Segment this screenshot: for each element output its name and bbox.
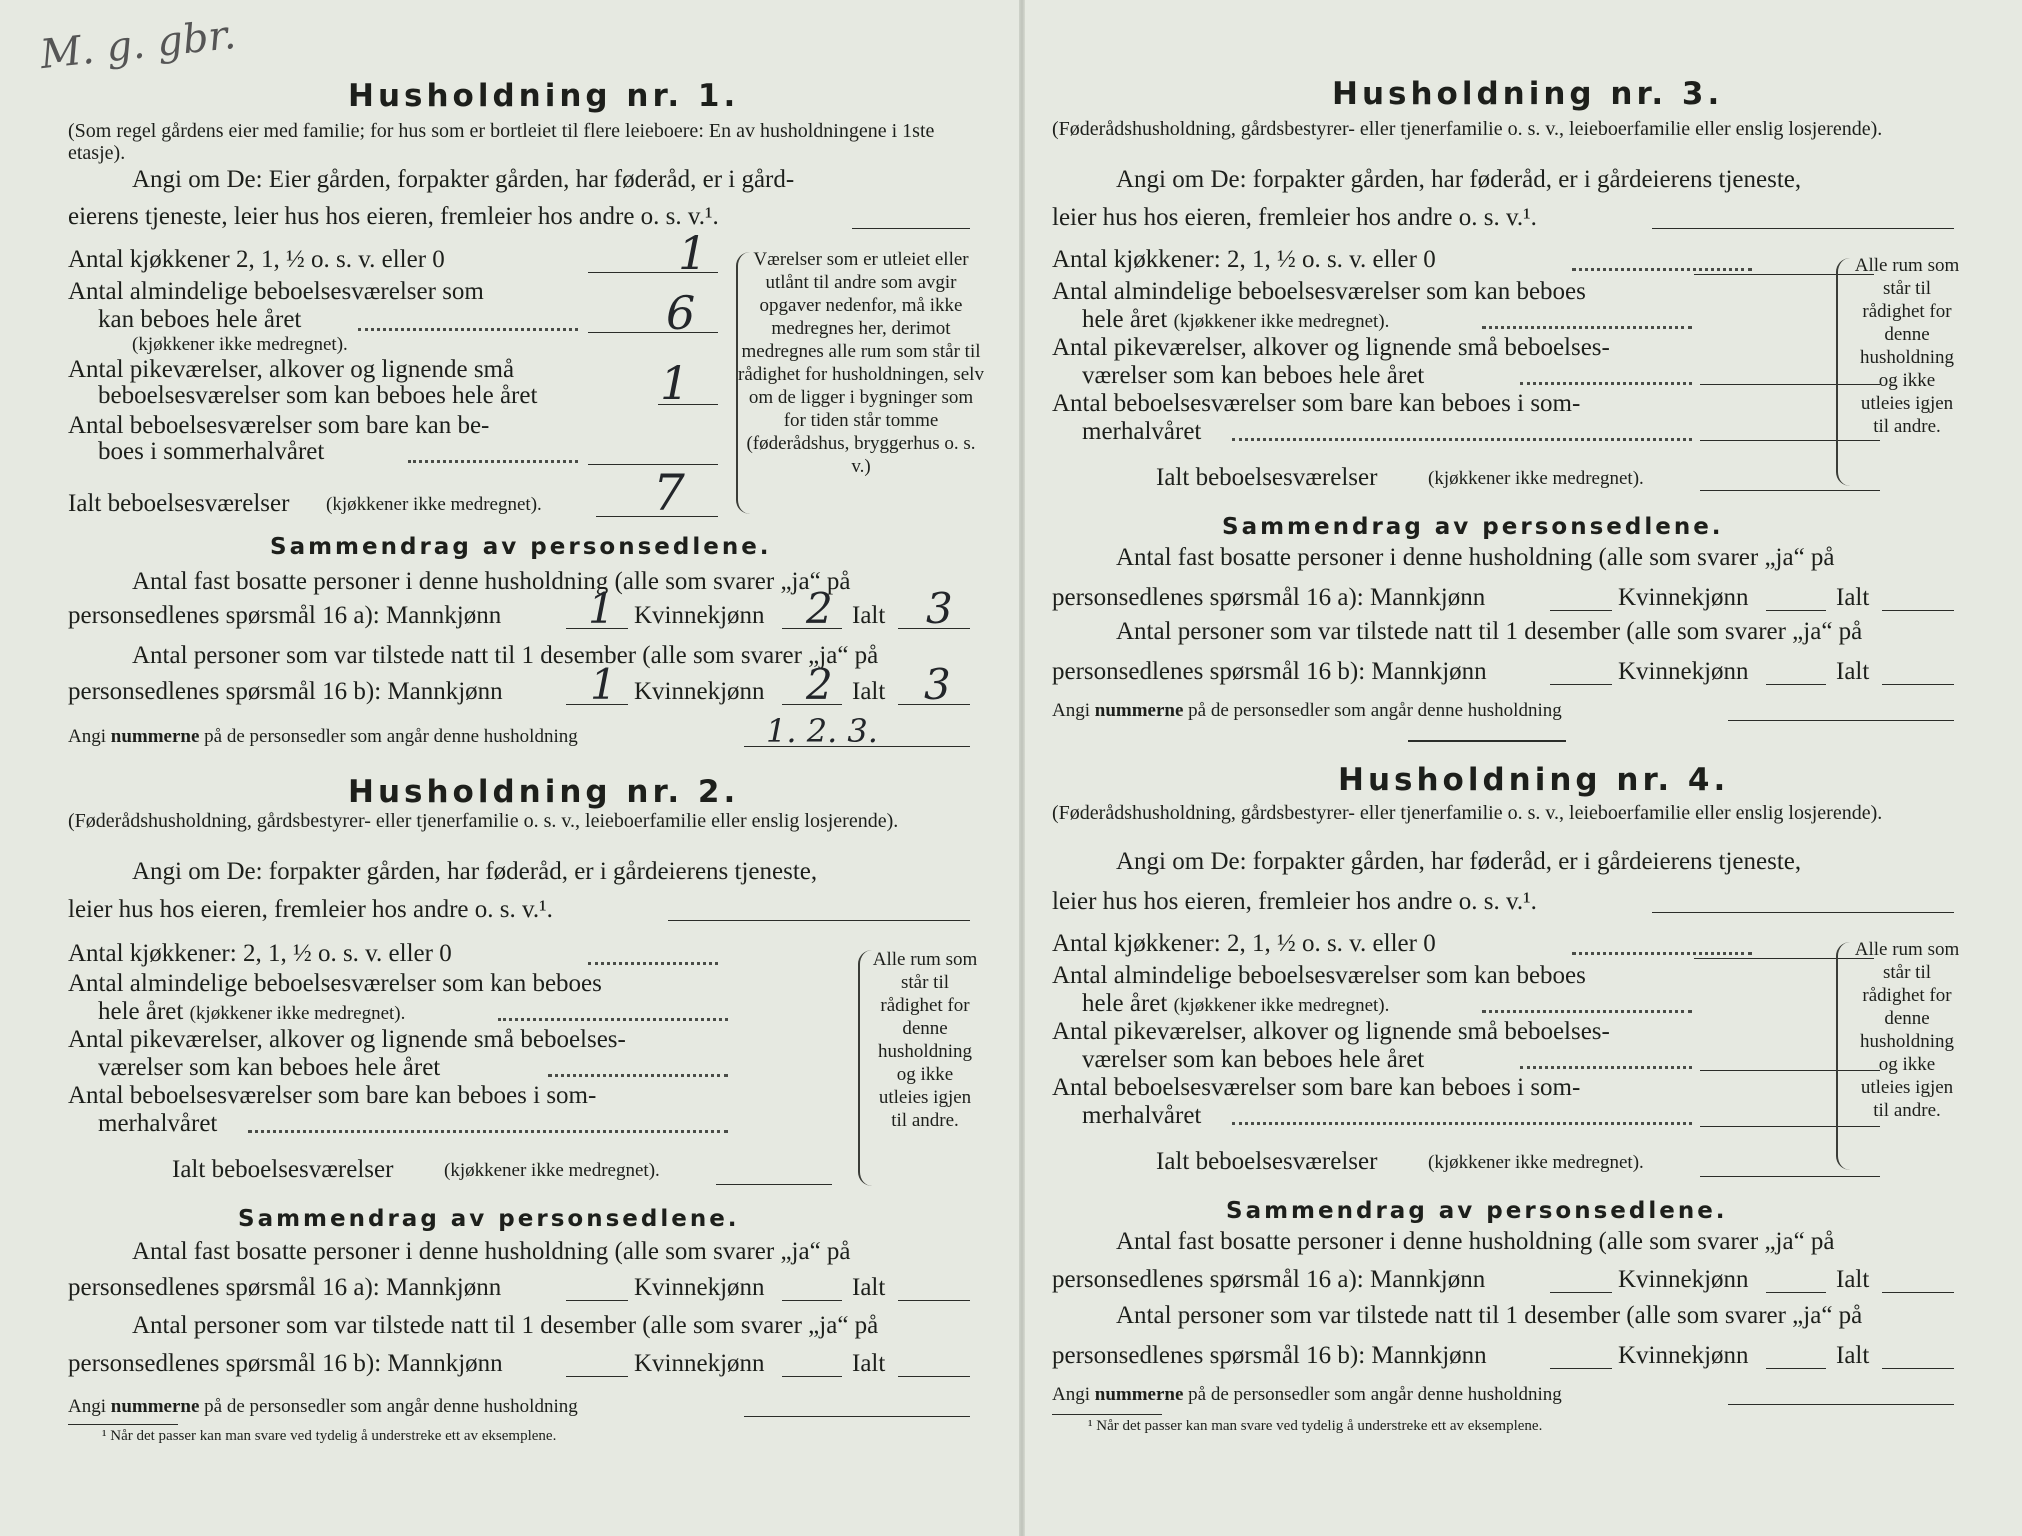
- h1-alm-dots: [358, 328, 578, 331]
- h4-fast-kvinne-label: Kvinnekjønn: [1618, 1266, 1749, 1293]
- h4-til-ialt-label: Ialt: [1836, 1342, 1870, 1369]
- h2-fast-ialt-field[interactable]: [898, 1300, 970, 1301]
- h4-kjokkener-dots: [1572, 952, 1752, 955]
- h2-pike-dots: [548, 1074, 728, 1077]
- h1-til-line-2: personsedlenes spørsmål 16 b): Mannkjønn: [68, 678, 503, 705]
- h4-til-kvinne-label: Kvinnekjønn: [1618, 1342, 1749, 1369]
- h4-fast-line-1: Antal fast bosatte personer i denne husholdning (alle som svarer „ja“ på: [1116, 1228, 1835, 1255]
- h1-fast-ialt-label: Ialt: [852, 602, 886, 629]
- household-4-subtitle: (Føderådshusholdning, gårdsbestyrer- eller tjenerfamilie o. s. v., leieboerfamilie eller enslig losjerende).: [1052, 802, 1883, 824]
- h4-pike-line-2: værelser som kan beboes hele året: [1082, 1046, 1425, 1073]
- h3-til-kvinne-label: Kvinnekjønn: [1618, 658, 1749, 685]
- h3-sammendrag-title: Sammendrag av personsedlene.: [1222, 514, 1724, 540]
- h3-pike-line-2: værelser som kan beboes hele året: [1082, 362, 1425, 389]
- footnote-rule-right: [1052, 1414, 1162, 1415]
- h3-nummerne-field[interactable]: [1728, 720, 1954, 721]
- h4-sommer-field[interactable]: [1700, 1126, 1880, 1127]
- h1-til-line-1: Antal personer som var tilstede natt til 1 desember (alle som svarer „ja“ på: [132, 642, 879, 669]
- h2-side-note: Alle rum som står til rådighet for denne husholdning og ikke utleies igjen til andre.: [872, 949, 978, 1131]
- h4-ialt-field[interactable]: [1700, 1176, 1880, 1177]
- page-fold: [1019, 0, 1025, 1536]
- h3-kjokkener-dots: [1572, 268, 1752, 271]
- h4-ialt-label: Ialt beboelsesværelser: [1156, 1148, 1378, 1175]
- h4-sommer-line-2: merhalvåret: [1082, 1102, 1202, 1129]
- h3-fast-kvinne-label: Kvinnekjønn: [1618, 584, 1749, 611]
- h1-alm-value: 6: [666, 286, 696, 340]
- h1-fast-ialt-value: 3: [926, 584, 953, 633]
- household-1-title: Husholdning nr. 1.: [348, 78, 740, 114]
- h2-sommer-dots: [248, 1130, 728, 1133]
- h3-sommer-line-2: merhalvåret: [1082, 418, 1202, 445]
- household-separator: [1408, 740, 1566, 742]
- h4-alm-line-1: Antal almindelige beboelsesværelser som kan beboes: [1052, 962, 1586, 989]
- h2-sommer-line-1: Antal beboelsesværelser som bare kan beboes i som-: [68, 1082, 597, 1109]
- h2-fast-ialt-label: Ialt: [852, 1274, 886, 1301]
- h4-til-mann-field[interactable]: [1550, 1368, 1612, 1369]
- h4-nummerne-line: Angi nummerne på de personsedler som angår denne husholdning: [1052, 1384, 1562, 1405]
- h1-fast-mann-value: 1: [588, 584, 615, 633]
- h3-pike-dots: [1520, 382, 1692, 385]
- h3-alm-line-1: Antal almindelige beboelsesværelser som kan beboes: [1052, 278, 1586, 305]
- h4-til-line-1: Antal personer som var tilstede natt til 1 desember (alle som svarer „ja“ på: [1116, 1302, 1863, 1329]
- h4-pike-line-1: Antal pikeværelser, alkover og lignende små beboelses-: [1052, 1018, 1610, 1045]
- h4-fast-ialt-field[interactable]: [1882, 1292, 1954, 1293]
- h3-til-kvinne-field[interactable]: [1766, 684, 1826, 685]
- h3-nummerne-line: Angi nummerne på de personsedler som angår denne husholdning: [1052, 700, 1562, 721]
- h3-til-line-2: personsedlenes spørsmål 16 b): Mannkjønn: [1052, 658, 1487, 685]
- h1-angi-fill[interactable]: [852, 228, 970, 229]
- h3-ialt-note: (kjøkkener ikke medregnet).: [1428, 468, 1644, 489]
- h2-alm-line-2: hele året (kjøkkener ikke medregnet).: [98, 998, 406, 1025]
- h2-ialt-field[interactable]: [716, 1184, 832, 1185]
- h3-til-line-1: Antal personer som var tilstede natt til 1 desember (alle som svarer „ja“ på: [1116, 618, 1863, 645]
- h2-til-mann-field[interactable]: [566, 1376, 628, 1377]
- h4-angi-line-1: Angi om De: forpakter gården, har føderåd, er i gårdeierens tjeneste,: [1116, 848, 1802, 875]
- h2-sommer-line-2: merhalvåret: [98, 1110, 218, 1137]
- h2-fast-kvinne-label: Kvinnekjønn: [634, 1274, 765, 1301]
- h4-brace: [1836, 942, 1850, 1170]
- h1-sammendrag-title: Sammendrag av personsedlene.: [270, 534, 772, 560]
- h1-alm-line-2: kan beboes hele året: [98, 306, 302, 333]
- h4-sommer-line-1: Antal beboelsesværelser som bare kan beboes i som-: [1052, 1074, 1581, 1101]
- h1-kjokkener-label: Antal kjøkkener 2, 1, ½ o. s. v. eller 0: [68, 246, 445, 273]
- h2-fast-mann-field[interactable]: [566, 1300, 628, 1301]
- h1-fast-kvinne-label: Kvinnekjønn: [634, 602, 765, 629]
- h2-fast-kvinne-field[interactable]: [782, 1300, 842, 1301]
- h3-alm-line-2: hele året (kjøkkener ikke medregnet).: [1082, 306, 1390, 333]
- h3-angi-line-2: leier hus hos eieren, fremleier hos andre o. s. v.¹.: [1052, 204, 1537, 231]
- h1-pike-value: 1: [660, 356, 690, 410]
- h3-side-note: Alle rum som står til rådighet for denne husholdning og ikke utleies igjen til andre.: [1854, 255, 1960, 437]
- h4-nummerne-field[interactable]: [1728, 1404, 1954, 1405]
- h4-angi-line-2: leier hus hos eieren, fremleier hos andre o. s. v.¹.: [1052, 888, 1537, 915]
- h4-fast-kvinne-field[interactable]: [1766, 1292, 1826, 1293]
- h1-til-mann-value: 1: [590, 660, 617, 709]
- h3-pike-line-1: Antal pikeværelser, alkover og lignende små beboelses-: [1052, 334, 1610, 361]
- h3-alm-dots: [1482, 326, 1692, 329]
- h1-alm-line-1: Antal almindelige beboelsesværelser som: [68, 278, 484, 305]
- h3-til-ialt-label: Ialt: [1836, 658, 1870, 685]
- h1-til-kvinne-label: Kvinnekjønn: [634, 678, 765, 705]
- h4-til-line-2: personsedlenes spørsmål 16 b): Mannkjønn: [1052, 1342, 1487, 1369]
- h4-angi-fill[interactable]: [1652, 912, 1954, 913]
- h3-angi-line-1: Angi om De: forpakter gården, har føderåd, er i gårdeierens tjeneste,: [1116, 166, 1802, 193]
- h2-nummerne-line: Angi nummerne på de personsedler som angår denne husholdning: [68, 1396, 578, 1417]
- h4-kjokkener-label: Antal kjøkkener: 2, 1, ½ o. s. v. eller 0: [1052, 930, 1436, 957]
- household-2-subtitle: (Føderådshusholdning, gårdsbestyrer- eller tjenerfamilie o. s. v., leieboerfamilie eller enslig losjerende).: [68, 810, 899, 832]
- h2-kjokkener-dots: [588, 962, 718, 965]
- h2-kjokkener-label: Antal kjøkkener: 2, 1, ½ o. s. v. eller 0: [68, 940, 452, 967]
- h2-pike-line-1: Antal pikeværelser, alkover og lignende små beboelses-: [68, 1026, 626, 1053]
- h2-til-line-1: Antal personer som var tilstede natt til 1 desember (alle som svarer „ja“ på: [132, 1312, 879, 1339]
- h3-fast-line-1: Antal fast bosatte personer i denne husholdning (alle som svarer „ja“ på: [1116, 544, 1835, 571]
- h1-til-ialt-value: 3: [924, 660, 951, 709]
- h4-alm-line-2: hele året (kjøkkener ikke medregnet).: [1082, 990, 1390, 1017]
- h4-til-ialt-field[interactable]: [1882, 1368, 1954, 1369]
- footnote-right: ¹ Når det passer kan man svare ved tydelig å understreke ett av eksemplene.: [1088, 1418, 1543, 1434]
- h4-fast-ialt-label: Ialt: [1836, 1266, 1870, 1293]
- household-2-title: Husholdning nr. 2.: [348, 774, 740, 810]
- h3-angi-fill[interactable]: [1652, 228, 1954, 229]
- h3-sommer-field[interactable]: [1700, 440, 1880, 441]
- h3-sommer-dots: [1232, 438, 1692, 441]
- h1-sommer-dots: [408, 460, 578, 463]
- h3-fast-ialt-label: Ialt: [1836, 584, 1870, 611]
- h3-sommer-line-1: Antal beboelsesværelser som bare kan beboes i som-: [1052, 390, 1581, 417]
- h2-alm-dots: [498, 1018, 728, 1021]
- h4-fast-mann-field[interactable]: [1550, 1292, 1612, 1293]
- h1-angi-line-2: eierens tjeneste, leier hus hos eieren, fremleier hos andre o. s. v.¹.: [68, 203, 719, 230]
- h2-til-ialt-field[interactable]: [898, 1376, 970, 1377]
- h3-fast-mann-field[interactable]: [1550, 610, 1612, 611]
- h4-side-note: Alle rum som står til rådighet for denne husholdning og ikke utleies igjen til andre.: [1854, 939, 1960, 1121]
- h1-ialt-note: (kjøkkener ikke medregnet).: [326, 494, 542, 515]
- h2-til-kvinne-label: Kvinnekjønn: [634, 1350, 765, 1377]
- h3-fast-kvinne-field[interactable]: [1766, 610, 1826, 611]
- h2-alm-line-1: Antal almindelige beboelsesværelser som kan beboes: [68, 970, 602, 997]
- h2-sammendrag-title: Sammendrag av personsedlene.: [238, 1206, 740, 1232]
- h4-sommer-dots: [1232, 1122, 1692, 1125]
- household-3-title: Husholdning nr. 3.: [1332, 76, 1724, 112]
- h1-fast-line-1: Antal fast bosatte personer i denne husholdning (alle som svarer „ja“ på: [132, 568, 851, 595]
- h1-nummerne-value: 1. 2. 3.: [766, 712, 878, 750]
- footnote-rule-left: [68, 1424, 178, 1425]
- h1-til-ialt-label: Ialt: [852, 678, 886, 705]
- h2-angi-line-1: Angi om De: forpakter gården, har føderåd, er i gårdeierens tjeneste,: [132, 858, 818, 885]
- h2-ialt-note: (kjøkkener ikke medregnet).: [444, 1160, 660, 1181]
- h3-ialt-field[interactable]: [1700, 490, 1880, 491]
- h2-til-kvinne-field[interactable]: [782, 1376, 842, 1377]
- h1-kjokkener-value: 1: [678, 226, 708, 280]
- household-4-title: Husholdning nr. 4.: [1338, 762, 1730, 798]
- h1-til-kvinne-value: 2: [806, 660, 833, 709]
- h1-pike-line-1: Antal pikeværelser, alkover og lignende små: [68, 356, 515, 383]
- h3-kjokkener-label: Antal kjøkkener: 2, 1, ½ o. s. v. eller 0: [1052, 246, 1436, 273]
- h1-alm-note: (kjøkkener ikke medregnet).: [132, 334, 348, 355]
- h1-sommer-line-2: boes i sommerhalvåret: [98, 438, 325, 465]
- h1-sommer-line-1: Antal beboelsesværelser som bare kan be-: [68, 412, 490, 439]
- h1-fast-kvinne-value: 2: [806, 584, 833, 633]
- h2-nummerne-field[interactable]: [744, 1416, 970, 1417]
- h2-fast-line-1: Antal fast bosatte personer i denne husholdning (alle som svarer „ja“ på: [132, 1238, 851, 1265]
- h4-ialt-note: (kjøkkener ikke medregnet).: [1428, 1152, 1644, 1173]
- h2-pike-line-2: værelser som kan beboes hele året: [98, 1054, 441, 1081]
- h3-ialt-label: Ialt beboelsesværelser: [1156, 464, 1378, 491]
- h1-fast-line-2: personsedlenes spørsmål 16 a): Mannkjønn: [68, 602, 502, 629]
- h3-fast-line-2: personsedlenes spørsmål 16 a): Mannkjønn: [1052, 584, 1486, 611]
- h1-nummerne-line: Angi nummerne på de personsedler som angår denne husholdning: [68, 726, 578, 747]
- h3-fast-ialt-field[interactable]: [1882, 610, 1954, 611]
- h4-sammendrag-title: Sammendrag av personsedlene.: [1226, 1198, 1728, 1224]
- h4-pike-dots: [1520, 1066, 1692, 1069]
- h2-til-line-2: personsedlenes spørsmål 16 b): Mannkjønn: [68, 1350, 503, 1377]
- h3-til-mann-field[interactable]: [1550, 684, 1612, 685]
- h4-alm-dots: [1482, 1010, 1692, 1013]
- h1-ialt-label: Ialt beboelsesværelser: [68, 490, 290, 517]
- household-3-subtitle: (Føderådshusholdning, gårdsbestyrer- eller tjenerfamilie o. s. v., leieboerfamilie eller enslig losjerende).: [1052, 118, 1883, 140]
- h2-fast-line-2: personsedlenes spørsmål 16 a): Mannkjønn: [68, 1274, 502, 1301]
- h2-ialt-label: Ialt beboelsesværelser: [172, 1156, 394, 1183]
- household-1-subtitle: (Som regel gårdens eier med familie; for hus som er bortleiet til flere leieboere: En av husholdningene i 1ste etasje).: [68, 120, 935, 164]
- h2-angi-fill[interactable]: [668, 920, 970, 921]
- footnote-left: ¹ Når det passer kan man svare ved tydelig å understreke ett av eksemplene.: [102, 1428, 557, 1444]
- h2-angi-line-2: leier hus hos eieren, fremleier hos andre o. s. v.¹.: [68, 896, 553, 923]
- h1-angi-line-1: Angi om De: Eier gården, forpakter gården, har føderåd, er i gård-: [132, 166, 795, 193]
- h1-alm-field[interactable]: [588, 332, 718, 333]
- h1-pike-line-2: beboelsesværelser som kan beboes hele året: [98, 382, 538, 409]
- h1-side-note: Værelser som er utleiet eller utlånt til andre som avgir opgaver nedenfor, må ikke medregnes her, derimot medregnes alle rum som står til rådighet for husholdningen, selv om de ligger i bygninger som for tiden står tomme (føderådshus, bryggerhus o. s. v.): [738, 249, 984, 477]
- h1-ialt-value: 7: [653, 464, 685, 522]
- h4-til-kvinne-field[interactable]: [1766, 1368, 1826, 1369]
- h3-til-ialt-field[interactable]: [1882, 684, 1954, 685]
- margin-note: M. g. gbr.: [38, 11, 238, 79]
- h3-brace: [1836, 258, 1850, 486]
- h4-fast-line-2: personsedlenes spørsmål 16 a): Mannkjønn: [1052, 1266, 1486, 1293]
- h2-til-ialt-label: Ialt: [852, 1350, 886, 1377]
